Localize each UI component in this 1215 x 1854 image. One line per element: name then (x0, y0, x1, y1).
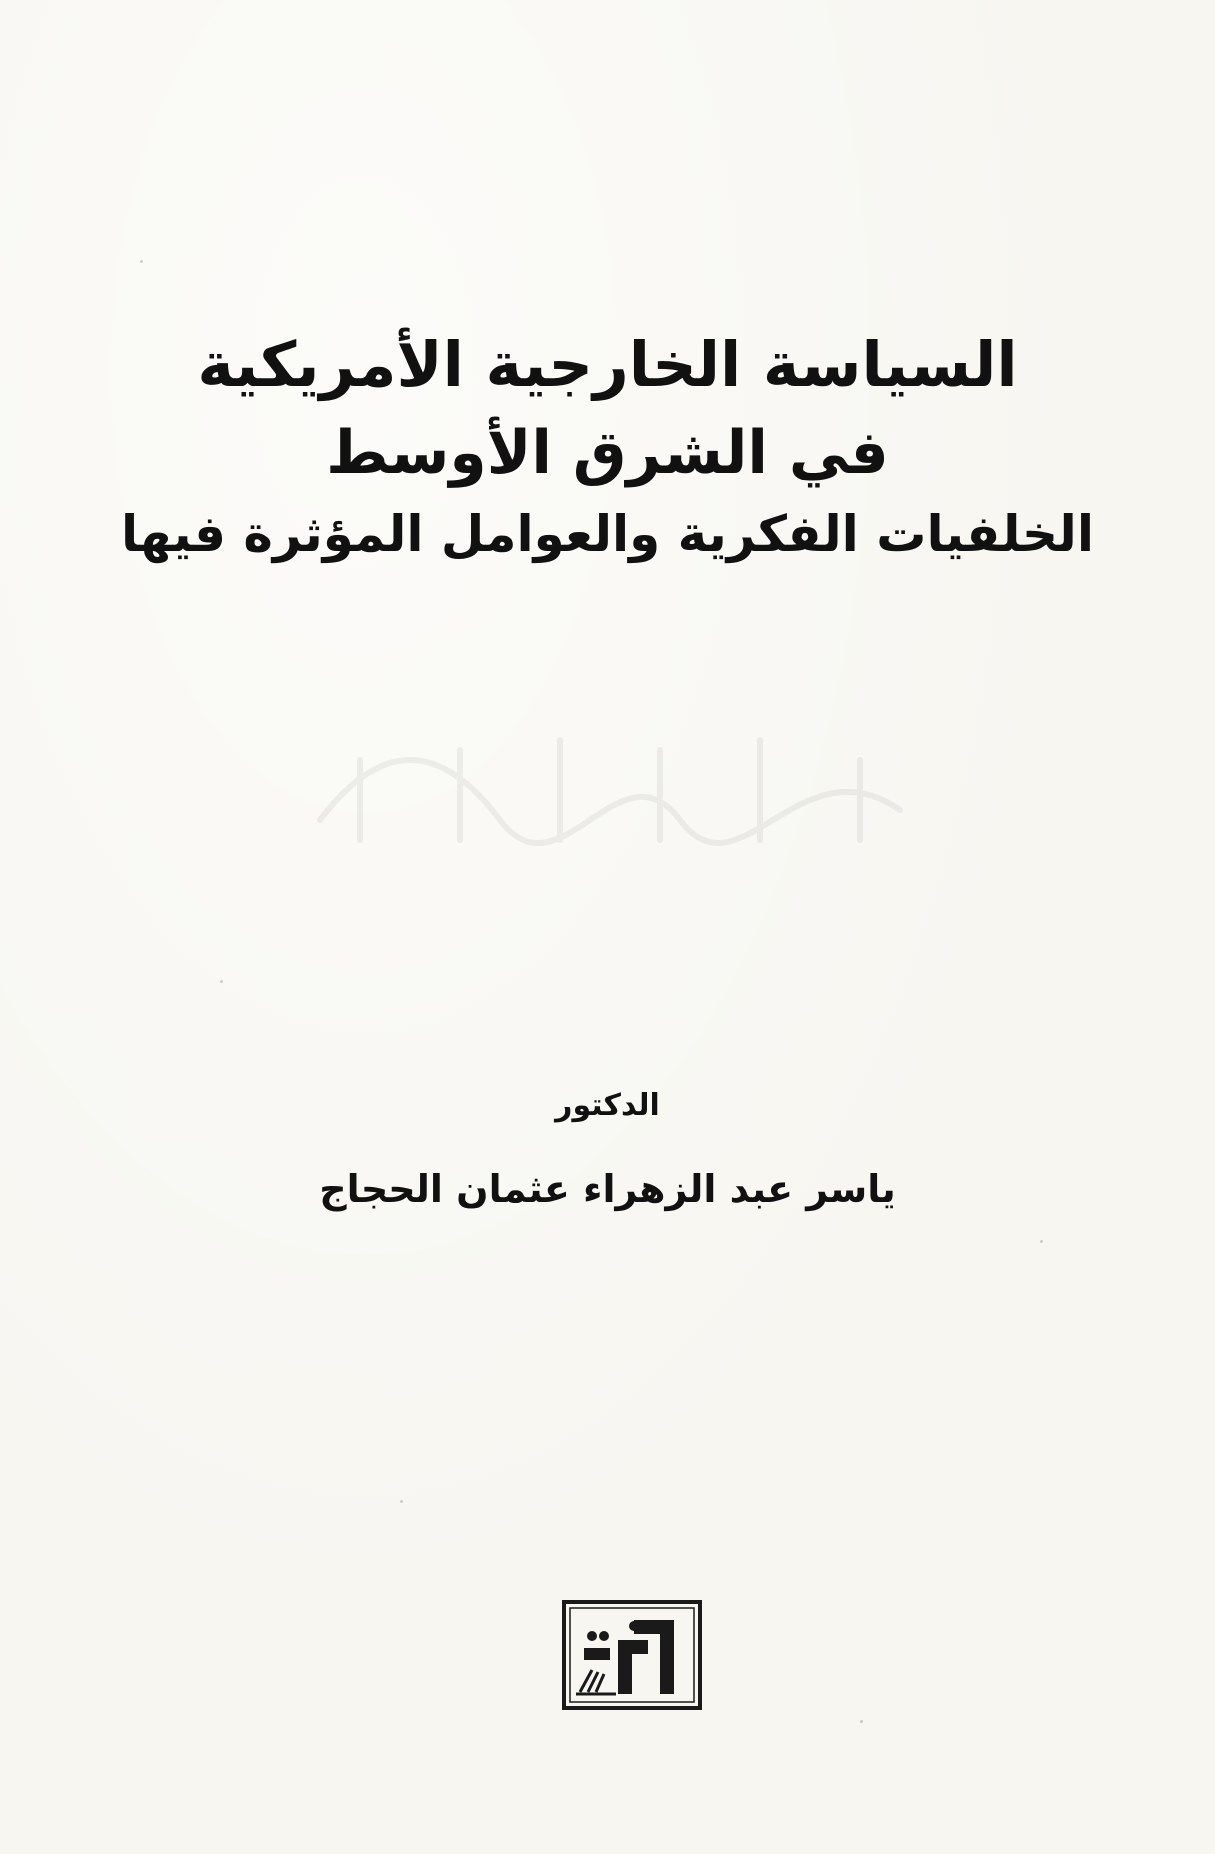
author-name: ياسر عبد الزهراء عثمان الحجاج (319, 1167, 896, 1211)
book-subtitle: الخلفيات الفكرية والعوامل المؤثرة فيها (121, 504, 1094, 563)
author-honorific: الدكتور (555, 1088, 660, 1123)
book-title-line-2: في الشرق الأوسط (326, 417, 889, 488)
publisher-logo-icon (562, 1600, 702, 1710)
book-title-line-1: السياسة الخارجية الأمريكية (197, 328, 1018, 401)
author-block (0, 1085, 1215, 1216)
title-block (0, 320, 1215, 572)
faint-calligraphy-watermark (300, 700, 920, 860)
